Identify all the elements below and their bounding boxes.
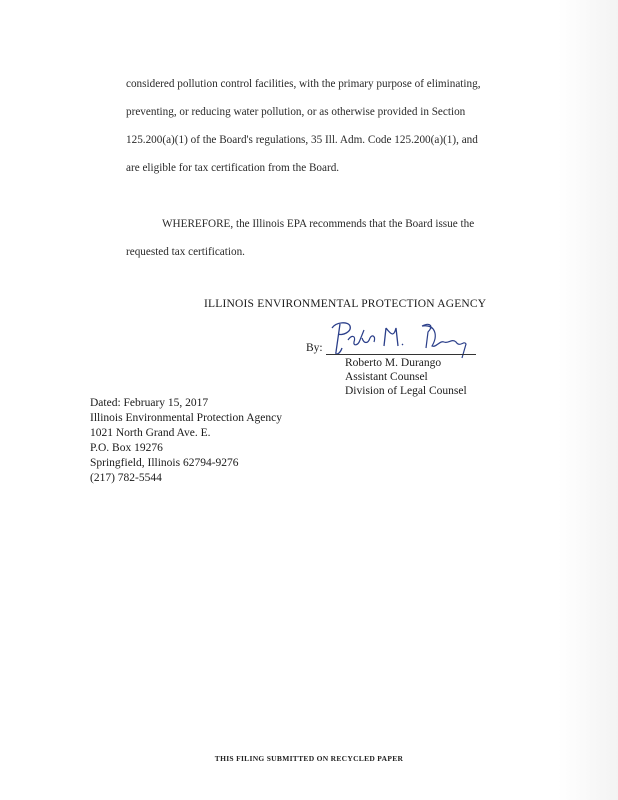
- body-paragraph-2: [126, 210, 526, 266]
- page-edge-shading: [558, 0, 618, 800]
- footer-notice: THIS FILING SUBMITTED ON RECYCLED PAPER: [214, 754, 404, 763]
- paragraph-line: requested tax certification.: [126, 246, 245, 258]
- po-box-line: P.O. Box 19276: [90, 442, 163, 454]
- paragraph-line: preventing, or reducing water pollution, or as otherwise provided in Section: [126, 106, 466, 118]
- paragraph-line: are eligible for tax certification from the Board.: [126, 162, 340, 174]
- street-line: 1021 North Grand Ave. E.: [90, 427, 211, 439]
- signer-info: [345, 356, 467, 398]
- paragraph-line: considered pollution control facilities, with the primary purpose of eliminating,: [126, 78, 481, 90]
- by-label: By:: [306, 342, 323, 354]
- body-paragraph-1: [126, 70, 526, 182]
- dated-block: [90, 396, 282, 486]
- agency-name: ILLINOIS ENVIRONMENTAL PROTECTION AGENCY: [204, 298, 487, 310]
- paragraph-line: 125.200(a)(1) of the Board's regulations, 35 Ill. Adm. Code 125.200(a)(1), and: [126, 134, 478, 146]
- date-line: Dated: February 15, 2017: [90, 397, 209, 409]
- city-line: Springfield, Illinois 62794-9276: [90, 457, 239, 469]
- signature-line: [326, 354, 476, 355]
- signer-name: Roberto M. Durango: [345, 357, 442, 369]
- org-line: Illinois Environmental Protection Agency: [90, 412, 282, 424]
- signer-division: Division of Legal Counsel: [345, 385, 467, 397]
- phone-line: (217) 782-5544: [90, 472, 162, 484]
- signer-title: Assistant Counsel: [345, 371, 428, 383]
- paragraph-line: WHEREFORE, the Illinois EPA recommends that the Board issue the: [162, 218, 475, 230]
